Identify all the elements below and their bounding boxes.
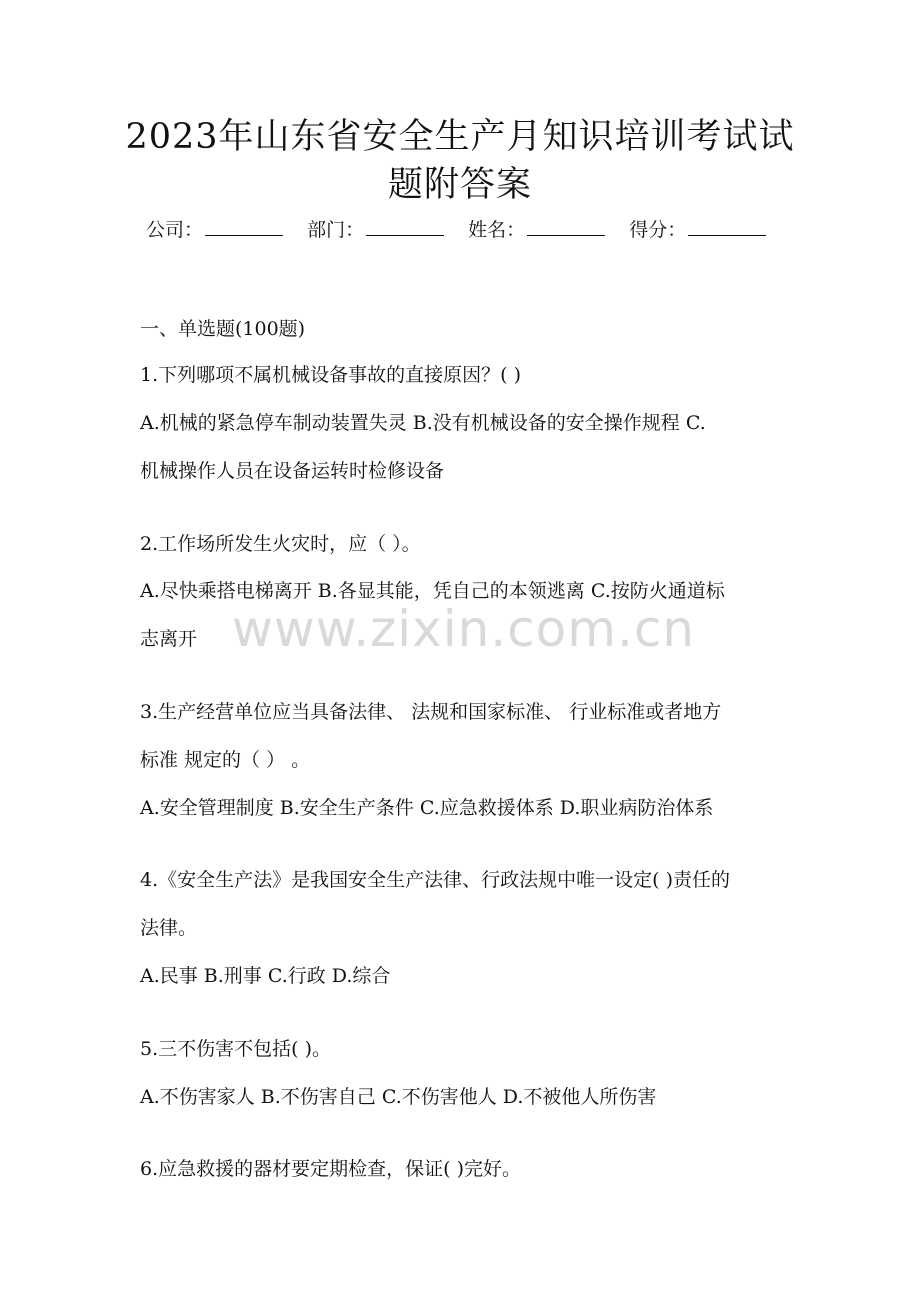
question-2-options: A.尽快乘搭电梯离开 B.各显其能，凭自己的本领逃离 C.按防火通道标: [140, 580, 725, 602]
company-label: 公司：: [146, 219, 204, 241]
name-label: 姓名：: [468, 219, 526, 241]
question-4-options: A.民事 B.刑事 C.行政 D.综合: [140, 965, 391, 987]
name-field: [468, 215, 605, 244]
question-1-stem: 1.下列哪项不属机械设备事故的直接原因？( ): [140, 364, 521, 386]
score-label: 得分：: [629, 219, 687, 241]
question-2-options-cont: 志离开: [140, 628, 198, 650]
company-field: [146, 215, 283, 244]
score-blank: [688, 215, 766, 236]
department-field: [307, 215, 444, 244]
question-6-stem: 6.应急救援的器材要定期检查，保证( )完好。: [140, 1158, 521, 1180]
question-3-stem-cont: 标准 规定的（ ） 。: [140, 749, 311, 771]
question-1-options: A.机械的紧急停车制动装置失灵 B.没有机械设备的安全操作规程 C.: [140, 412, 706, 434]
question-4-stem: 4.《安全生产法》是我国安全生产法律、行政法规中唯一设定( )责任的: [140, 869, 730, 891]
score-field: [629, 215, 766, 244]
question-2-stem: 2.工作场所发生火灾时，应（ ）。: [140, 533, 421, 555]
name-blank: [527, 215, 605, 236]
site-watermark: www.zixin.com.cn: [232, 600, 696, 658]
question-1-options-cont: 机械操作人员在设备运转时检修设备: [140, 460, 445, 482]
department-label: 部门：: [307, 219, 365, 241]
section-heading: 一、单选题(100题): [140, 318, 306, 340]
question-3-options: A.安全管理制度 B.安全生产条件 C.应急救援体系 D.职业病防治体系: [140, 797, 714, 819]
question-4-stem-cont: 法律。: [140, 917, 198, 939]
department-blank: [366, 215, 444, 236]
question-5-stem: 5.三不伤害不包括( )。: [140, 1038, 331, 1060]
exam-title-line-1: 2023年山东省安全生产月知识培训考试试: [125, 117, 795, 157]
question-5-options: A.不伤害家人 B.不伤害自己 C.不伤害他人 D.不被他人所伤害: [140, 1086, 657, 1108]
exam-title-line-2: 题附答案: [387, 165, 532, 205]
company-blank: [205, 215, 283, 236]
question-3-stem: 3.生产经营单位应当具备法律、 法规和国家标准、 行业标准或者地方: [140, 701, 722, 723]
candidate-info-row: [146, 215, 786, 244]
